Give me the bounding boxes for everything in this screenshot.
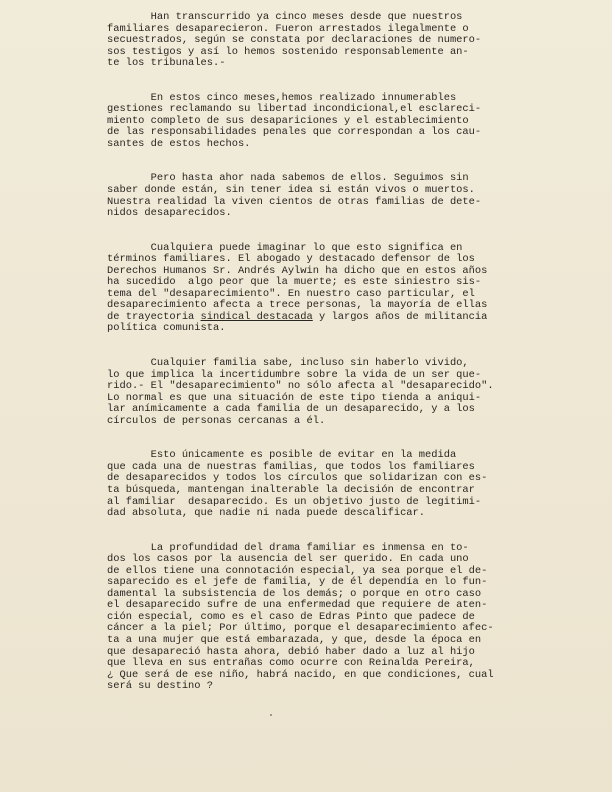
text-line: ta búsqueda, mantengan inalterable la decisión de encontrar [107,483,475,496]
text-line: saber donde están, sin tener idea si están vivos o muertos. [107,184,475,197]
text-line: ción especial, como es el caso de Edras Pinto que padece de [107,610,475,623]
text-line: Pero hasta ahor nada sabemos de ellos. Seguimos sin [107,172,469,185]
text-line: te los tribunales.- [107,57,226,70]
text-line: Cualquiera puede imaginar lo que esto significa en [107,241,463,254]
text-line: damental la subsistencia de los demás; o porque en otro caso [107,587,482,600]
text-line: sos testigos y así lo hemos sostenido responsablemente an- [107,45,469,58]
text-line: nidos desaparecidos. [107,207,232,220]
paragraph-2 [107,93,562,151]
text-line: de las responsabilidades penales que correspondan a los cau- [107,126,482,139]
text-line: La profundidad del drama familiar es inmensa en to- [107,541,469,554]
text-line: santes de estos hechos. [107,137,251,150]
text-line: términos familiares. El abogado y destacado defensor de los [107,253,475,266]
text-line: ha sucedido algo peor que la muerte; es este siniestro sis- [107,276,482,289]
text-line: que lleva en sus entrañas como ocurre con Reinalda Pereira, [107,657,475,670]
text-line: gestiones reclamando su libertad incondicional,el esclareci- [107,103,482,116]
text-line: Lo normal es que una situación de este tipo tienda a aniqui- [107,391,482,404]
text-line: cáncer a la piel; Por último, porque el desaparecimiento afec- [107,622,494,635]
text-line: secuestrados, según se constata por declaraciones de numero- [107,34,482,47]
paragraph-3 [107,173,562,219]
ink-speck [270,714,272,716]
text-line: ¿ Que será de ese niño, habrá nacido, en que condiciones, cual [107,668,494,681]
text-line: de desaparecidos y todos los círculos que solidarizan con es- [107,472,488,485]
paragraph-1 [107,12,562,70]
text-line: desaparecimiento afecta a trece personas, la mayoría de ellas [107,299,488,312]
text-line: al familiar desaparecido. Es un objetivo justo de legitimi- [107,495,482,508]
text-line: familiares desaparecieron. Fueron arrestados ilegalmente o [107,22,469,35]
text-line: que desapareció hasta ahora, debió haber dado a luz al hijo [107,645,475,658]
document-body [107,12,562,693]
text-line: Han transcurrido ya cinco meses desde que nuestros [107,11,463,23]
text-line-underlined: de trayectoria sindical destacada y largos años de militancia [107,310,488,323]
text-line: tema del "desaparecimiento". En nuestro caso particular, el [107,287,475,300]
text-line: Derechos Humanos Sr. Andrés Aylwin ha dicho que en estos años [107,264,488,277]
text-line: miento completo de sus desapariciones y el establecimiento [107,114,469,127]
text-line: ta a una mujer que está embarazada, y que, desde la época en [107,633,482,646]
text-line: dos los casos por la ausencia del ser querido. En cada uno [107,553,469,566]
text-line: de ellos tiene una connotación especial, ya sea porque el de- [107,564,488,577]
text-line: que cada una de nuestras familias, que todos los familiares [107,460,475,473]
text-line: En estos cinco meses,hemos realizado innumerables [107,91,457,104]
text-line: el desaparecido sufre de una enfermedad que requiere de aten- [107,599,488,612]
paragraph-4 [107,243,562,335]
text-line: rido.- El "desaparecimiento" no sólo afecta al "desaparecido". [107,380,494,393]
paragraph-7 [107,543,562,693]
text-line: Cualquier familia sabe, incluso sin haberlo vivido, [107,357,469,370]
text-line: saparecido es el jefe de familia, y de él dependía en lo fun- [107,576,488,589]
text-line: lar anímicamente a cada familia de un desaparecido, y a los [107,403,475,416]
text-line: Nuestra realidad la viven cientos de otras familias de dete- [107,195,482,208]
text-line: dad absoluta, que nadie ni nada puede descalificar. [107,507,426,520]
text-line: política comunista. [107,322,226,335]
paragraph-5 [107,358,562,427]
text-line: lo que implica la incertidumbre sobre la vida de un ser que- [107,368,482,381]
paragraph-6 [107,450,562,519]
text-line: círculos de personas cercanas a él. [107,414,326,427]
text-line: Esto únicamente es posible de evitar en la medida [107,449,457,462]
text-line: será su destino ? [107,680,214,693]
